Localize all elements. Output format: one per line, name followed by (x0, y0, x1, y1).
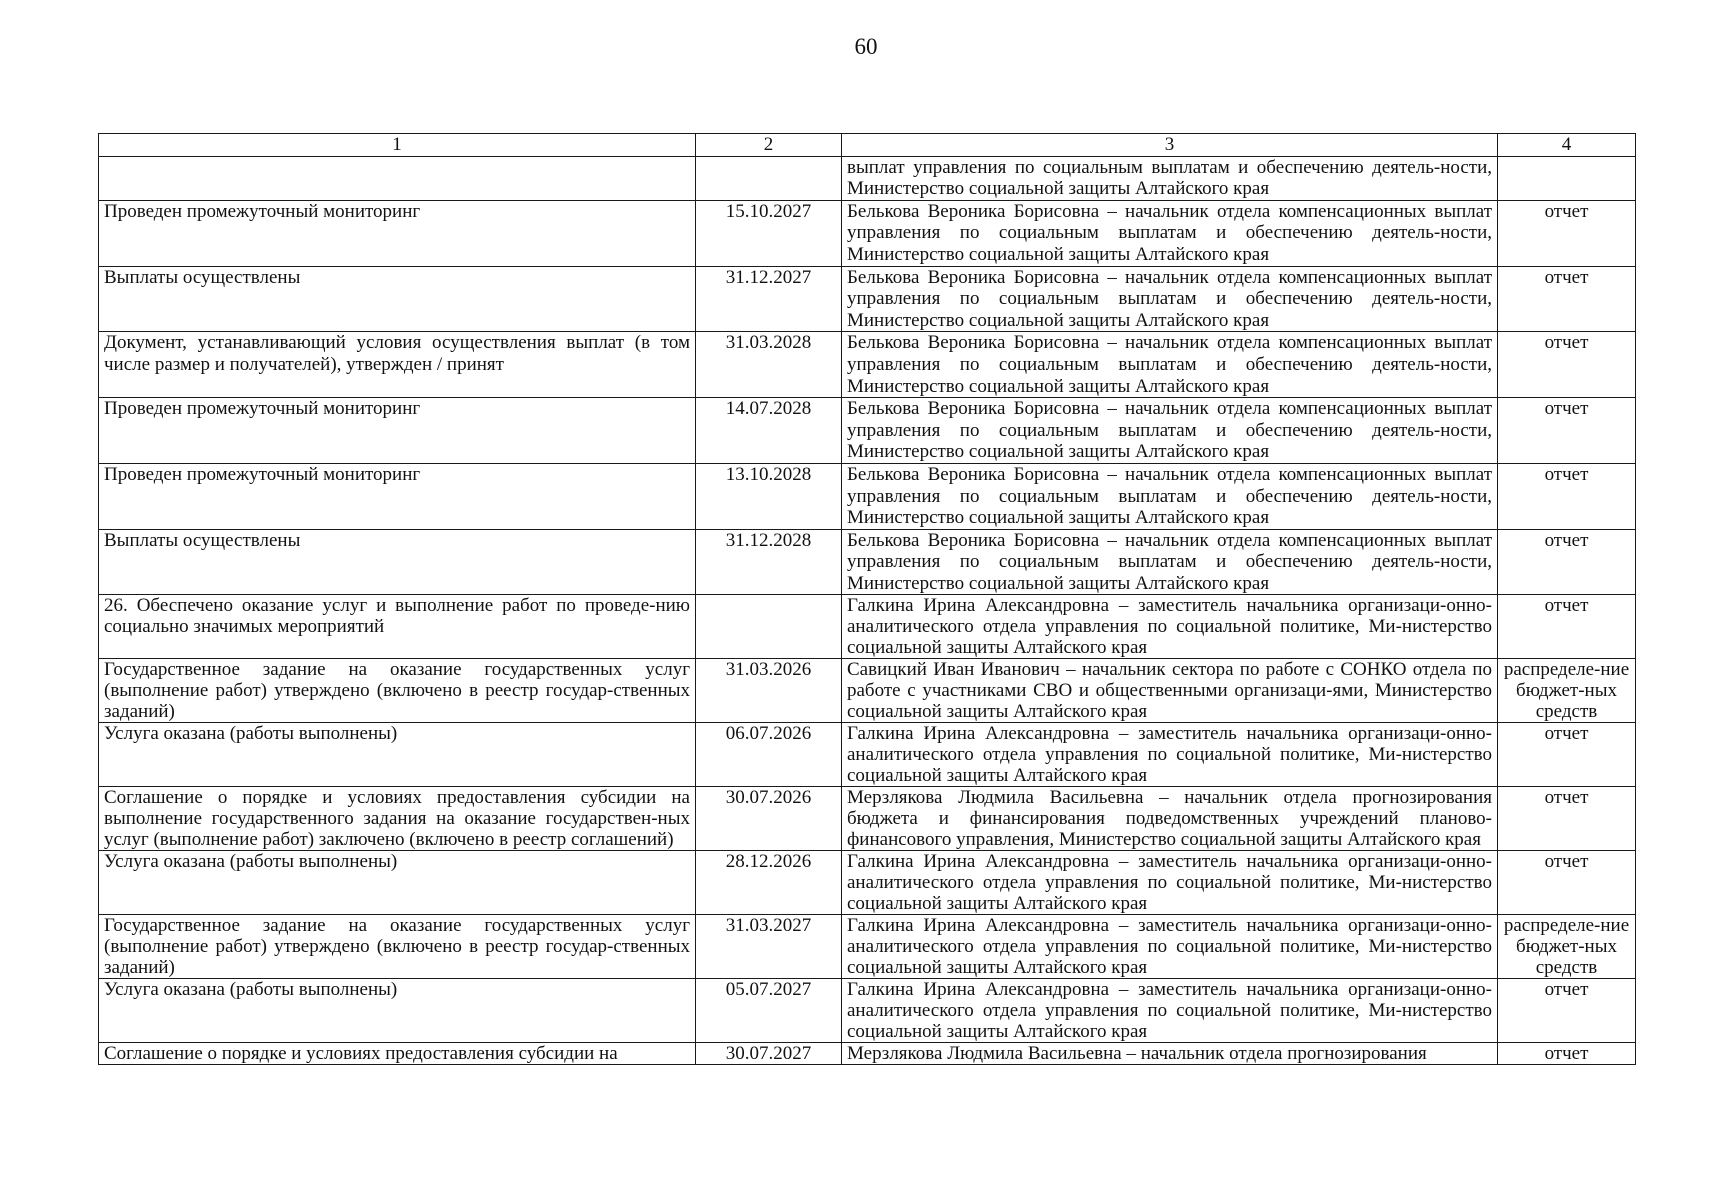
document-cell: отчет (1498, 595, 1636, 659)
table-row (99, 200, 1636, 266)
date-cell: 31.03.2027 (696, 915, 842, 979)
document-cell: отчет (1498, 529, 1636, 595)
document-cell (1498, 156, 1636, 200)
date-cell (696, 156, 842, 200)
responsible-cell: Галкина Ирина Александровна – заместитель начальника организаци-онно-аналитического отдела управления по социальной политике, Ми-нистерство социальной защиты Алтайского края (842, 915, 1498, 979)
responsible-cell: Галкина Ирина Александровна – заместитель начальника организаци-онно-аналитического отдела управления по социальной политике, Ми-нистерство социальной защиты Алтайского края (842, 723, 1498, 787)
table-row (99, 463, 1636, 529)
responsible-cell: Белькова Вероника Борисовна – начальник отдела компенсационных выплат управления по социальным выплатам и обеспечению деятель-ности, Министерство социальной защиты Алтайского края (842, 398, 1498, 464)
event-cell: Услуга оказана (работы выполнены) (99, 723, 696, 787)
date-cell: 30.07.2026 (696, 787, 842, 851)
responsible-cell: Мерзлякова Людмила Васильевна – начальник отдела прогнозирования бюджета и финансирования подведомственных учреждений планово-финансового управления, Министерство социальной защиты Алтайского края (842, 787, 1498, 851)
responsible-cell: Белькова Вероника Борисовна – начальник отдела компенсационных выплат управления по социальным выплатам и обеспечению деятель-ности, Министерство социальной защиты Алтайского края (842, 463, 1498, 529)
table-row (99, 266, 1636, 332)
date-cell: 14.07.2028 (696, 398, 842, 464)
date-cell: 15.10.2027 (696, 200, 842, 266)
responsible-cell: выплат управления по социальным выплатам и обеспечению деятель-ности, Министерство социальной защиты Алтайского края (842, 156, 1498, 200)
column-number-4: 4 (1498, 134, 1636, 157)
date-cell: 05.07.2027 (696, 979, 842, 1043)
event-cell: Государственное задание на оказание государственных услуг (выполнение работ) утверждено (включено в реестр государ-ственных заданий) (99, 659, 696, 723)
table-row (99, 332, 1636, 398)
responsible-cell: Белькова Вероника Борисовна – начальник отдела компенсационных выплат управления по социальным выплатам и обеспечению деятель-ности, Министерство социальной защиты Алтайского края (842, 529, 1498, 595)
event-cell: Проведен промежуточный мониторинг (99, 463, 696, 529)
table-row (99, 787, 1636, 851)
table-row (99, 723, 1636, 787)
responsible-cell: Белькова Вероника Борисовна – начальник отдела компенсационных выплат управления по социальным выплатам и обеспечению деятель-ности, Министерство социальной защиты Алтайского края (842, 266, 1498, 332)
table-row (99, 398, 1636, 464)
date-cell (696, 595, 842, 659)
document-cell: отчет (1498, 1043, 1636, 1065)
document-cell: распределе-ние бюджет-ных средств (1498, 915, 1636, 979)
date-cell: 30.07.2027 (696, 1043, 842, 1065)
schedule-table (98, 133, 1636, 1065)
responsible-cell: Галкина Ирина Александровна – заместитель начальника организаци-онно-аналитического отдела управления по социальной политике, Ми-нистерство социальной защиты Алтайского края (842, 851, 1498, 915)
column-number-2: 2 (696, 134, 842, 157)
responsible-cell: Савицкий Иван Иванович – начальник сектора по работе с СОНКО отдела по работе с участниками СВО и общественными организаци-ями, Министерство социальной защиты Алтайского края (842, 659, 1498, 723)
date-cell: 31.03.2028 (696, 332, 842, 398)
date-cell: 13.10.2028 (696, 463, 842, 529)
document-cell: отчет (1498, 398, 1636, 464)
table-row (99, 156, 1636, 200)
event-cell: Соглашение о порядке и условиях предоставления субсидии на выполнение государственного задания на оказание государствен-ных услуг (выполнение работ) заключено (включено в реестр соглашений) (99, 787, 696, 851)
event-cell: Услуга оказана (работы выполнены) (99, 851, 696, 915)
document-cell: отчет (1498, 979, 1636, 1043)
event-cell: Государственное задание на оказание государственных услуг (выполнение работ) утверждено (включено в реестр государ-ственных заданий) (99, 915, 696, 979)
date-cell: 31.12.2028 (696, 529, 842, 595)
responsible-cell: Белькова Вероника Борисовна – начальник отдела компенсационных выплат управления по социальным выплатам и обеспечению деятель-ности, Министерство социальной защиты Алтайского края (842, 200, 1498, 266)
event-cell: Документ, устанавливающий условия осуществления выплат (в том числе размер и получателей), утвержден / принят (99, 332, 696, 398)
date-cell: 06.07.2026 (696, 723, 842, 787)
page-number: 60 (854, 34, 878, 59)
responsible-cell: Белькова Вероника Борисовна – начальник отдела компенсационных выплат управления по социальным выплатам и обеспечению деятель-ности, Министерство социальной защиты Алтайского края (842, 332, 1498, 398)
table-row (99, 595, 1636, 659)
table-row (99, 1043, 1636, 1065)
event-cell: Выплаты осуществлены (99, 529, 696, 595)
table-row (99, 659, 1636, 723)
column-number-1: 1 (99, 134, 696, 157)
table-row (99, 915, 1636, 979)
date-cell: 31.12.2027 (696, 266, 842, 332)
table-row (99, 979, 1636, 1043)
document-cell: отчет (1498, 787, 1636, 851)
event-cell: Услуга оказана (работы выполнены) (99, 979, 696, 1043)
event-cell: 26. Обеспечено оказание услуг и выполнение работ по проведе-нию социально значимых мероприятий (99, 595, 696, 659)
document-cell: отчет (1498, 266, 1636, 332)
event-cell: Проведен промежуточный мониторинг (99, 398, 696, 464)
responsible-cell: Галкина Ирина Александровна – заместитель начальника организаци-онно-аналитического отдела управления по социальной политике, Ми-нистерство социальной защиты Алтайского края (842, 979, 1498, 1043)
document-cell: отчет (1498, 332, 1636, 398)
date-cell: 31.03.2026 (696, 659, 842, 723)
column-number-row (99, 134, 1636, 157)
document-cell: распределе-ние бюджет-ных средств (1498, 659, 1636, 723)
event-cell: Выплаты осуществлены (99, 266, 696, 332)
responsible-cell: Мерзлякова Людмила Васильевна – начальник отдела прогнозирования (842, 1043, 1498, 1065)
document-cell: отчет (1498, 851, 1636, 915)
document-cell: отчет (1498, 723, 1636, 787)
table-row (99, 851, 1636, 915)
column-number-3: 3 (842, 134, 1498, 157)
table-row (99, 529, 1636, 595)
event-cell: Проведен промежуточный мониторинг (99, 200, 696, 266)
date-cell: 28.12.2026 (696, 851, 842, 915)
responsible-cell: Галкина Ирина Александровна – заместитель начальника организаци-онно-аналитического отдела управления по социальной политике, Ми-нистерство социальной защиты Алтайского края (842, 595, 1498, 659)
document-cell: отчет (1498, 463, 1636, 529)
document-cell: отчет (1498, 200, 1636, 266)
event-cell: Соглашение о порядке и условиях предоставления субсидии на (99, 1043, 696, 1065)
event-cell (99, 156, 696, 200)
